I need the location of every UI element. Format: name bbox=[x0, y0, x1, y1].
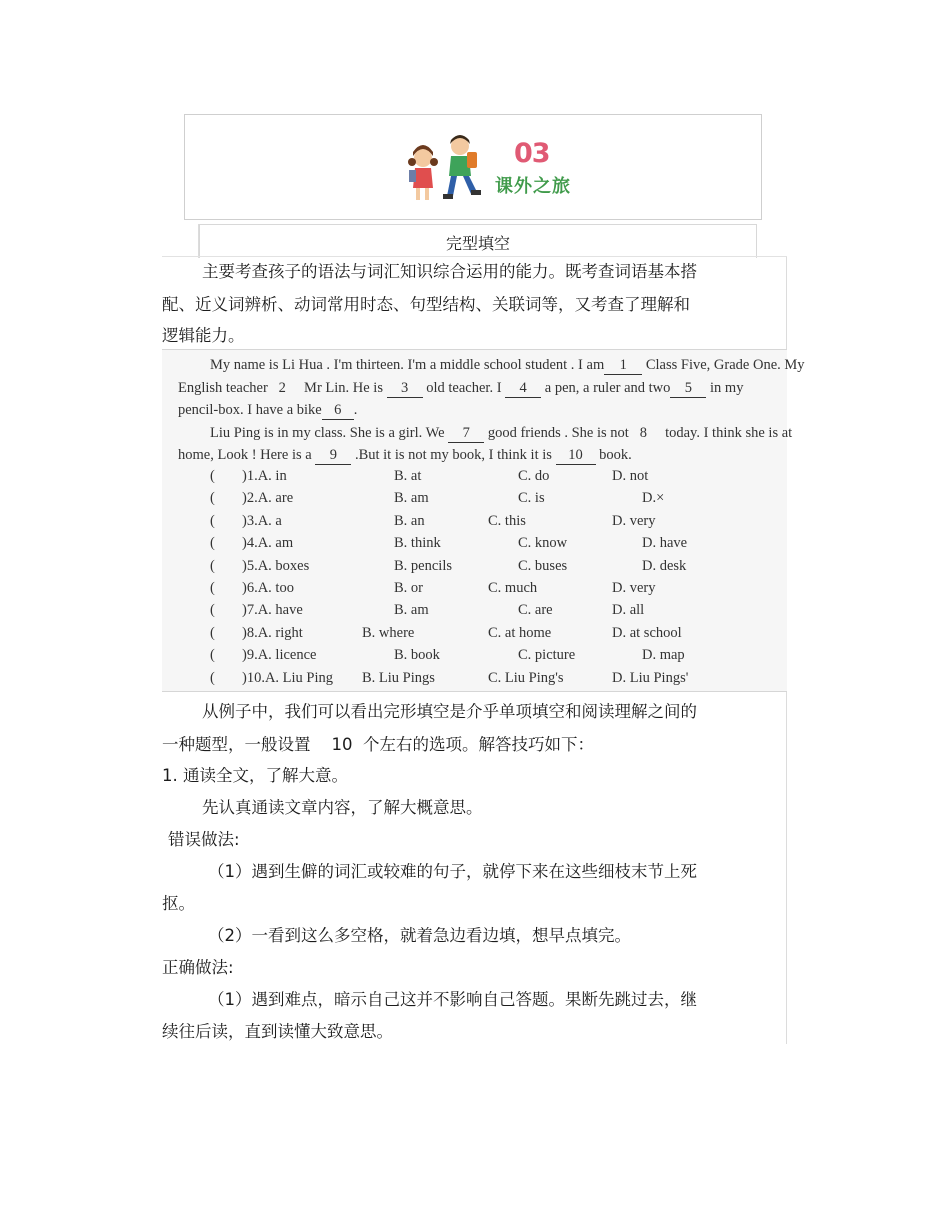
body-para: （2）一看到这么多空格，就着急边看边填，想早点填完。 bbox=[208, 926, 631, 945]
intro-line-1: 主要考查孩子的语法与词汇知识综合运用的能力。既考查词语基本搭 bbox=[202, 262, 697, 281]
question-option-a: )9.A. licence bbox=[242, 647, 317, 663]
question-option-c: C. is bbox=[518, 490, 545, 506]
body-para: 续往后读，直到读懂大致意思。 bbox=[162, 1022, 393, 1041]
exercise-image bbox=[162, 349, 805, 692]
kids-illustration bbox=[405, 132, 505, 204]
question-option-d: D. at school bbox=[612, 625, 682, 641]
passage-line: My name is Li Hua . I'm thirteen. I'm a middle school student . I am 1 Class Five, Grade One. My bbox=[210, 357, 805, 373]
question-option-a: )8.A. right bbox=[242, 625, 303, 641]
section-title-box bbox=[199, 224, 757, 258]
question-option-b: B. think bbox=[394, 535, 441, 551]
divider bbox=[786, 256, 787, 351]
blank-10: 10 bbox=[556, 446, 596, 465]
question-option-a: )5.A. boxes bbox=[242, 558, 310, 574]
blank-9: 9 bbox=[315, 446, 351, 465]
question-option-d: D. not bbox=[612, 468, 649, 484]
section-number: 03 bbox=[514, 138, 550, 169]
question-paren: ( bbox=[210, 647, 215, 663]
question-option-b: B. am bbox=[394, 602, 429, 618]
question-paren: ( bbox=[210, 535, 215, 551]
divider bbox=[198, 224, 199, 258]
body-para: （1）遇到生僻的词汇或较难的句子，就停下来在这些细枝末节上死 bbox=[208, 862, 697, 881]
blank-3: 3 bbox=[387, 379, 423, 398]
question-option-d: D.× bbox=[642, 490, 665, 506]
question-paren: ( bbox=[210, 490, 215, 506]
question-option-d: D. Liu Pings' bbox=[612, 670, 689, 686]
passage-line: pencil-box. I have a bike 6 . bbox=[178, 402, 358, 418]
intro-line-3: 逻辑能力。 bbox=[162, 326, 245, 345]
body-para: 一种题型，一般设置 10 个左右的选项。解答技巧如下： bbox=[162, 735, 594, 754]
blank-8: 8 bbox=[639, 425, 647, 441]
blank-1: 1 bbox=[604, 356, 642, 375]
question-option-b: B. am bbox=[394, 490, 429, 506]
question-paren: ( bbox=[210, 670, 215, 686]
body-heading: 正确做法: bbox=[162, 958, 234, 977]
question-option-c: C. know bbox=[518, 535, 568, 551]
body-para: 先认真通读文章内容，了解大概意思。 bbox=[202, 798, 483, 817]
section-title: 完型填空 bbox=[445, 234, 510, 253]
blank-2: 2 bbox=[278, 380, 286, 396]
question-option-a: )7.A. have bbox=[242, 602, 303, 618]
question-option-a: )1.A. in bbox=[242, 468, 287, 484]
question-option-b: B. Liu Pings bbox=[362, 670, 435, 686]
divider bbox=[162, 256, 787, 257]
passage-line: English teacher 2 Mr Lin. He is 3 old teacher. I 4 a pen, a ruler and two 5 in my bbox=[178, 380, 744, 396]
question-option-b: B. or bbox=[394, 580, 423, 596]
body-para: 抠。 bbox=[162, 894, 195, 913]
question-option-d: D. desk bbox=[642, 558, 687, 574]
question-option-b: B. book bbox=[394, 647, 440, 663]
question-option-d: D. map bbox=[642, 647, 685, 663]
question-option-a: )4.A. am bbox=[242, 535, 294, 551]
question-option-a: )2.A. are bbox=[242, 490, 294, 506]
blank-4: 4 bbox=[505, 379, 541, 398]
question-paren: ( bbox=[210, 558, 215, 574]
question-option-c: C. picture bbox=[518, 647, 576, 663]
question-option-d: D. very bbox=[612, 580, 656, 596]
intro-line-2: 配、近义词辨析、动词常用时态、句型结构、关联词等，又考查了理解和 bbox=[162, 295, 690, 314]
section-subtitle: 课外之旅 bbox=[495, 176, 571, 197]
question-option-c: C. much bbox=[488, 580, 538, 596]
question-option-a: )10.A. Liu Ping bbox=[242, 670, 334, 686]
question-option-b: B. pencils bbox=[394, 558, 452, 574]
passage-line: home, Look ! Here is a 9 .But it is not my book, I think it is 10 book. bbox=[178, 447, 632, 463]
question-option-c: C. are bbox=[518, 602, 553, 618]
blank-5: 5 bbox=[670, 379, 706, 398]
divider bbox=[786, 692, 787, 1044]
body-para: 从例子中，我们可以看出完形填空是介乎单项填空和阅读理解之间的 bbox=[202, 702, 697, 721]
question-option-b: B. at bbox=[394, 468, 422, 484]
question-paren: ( bbox=[210, 580, 215, 596]
blank-6: 6 bbox=[322, 401, 354, 420]
question-option-a: )6.A. too bbox=[242, 580, 294, 596]
question-paren: ( bbox=[210, 468, 215, 484]
question-paren: ( bbox=[210, 625, 215, 641]
question-option-d: D. have bbox=[642, 535, 688, 551]
question-option-a: )3.A. a bbox=[242, 513, 282, 529]
question-option-c: C. do bbox=[518, 468, 550, 484]
question-paren: ( bbox=[210, 602, 215, 618]
question-option-c: C. Liu Ping's bbox=[488, 670, 564, 686]
question-option-c: C. at home bbox=[488, 625, 552, 641]
question-option-b: B. an bbox=[394, 513, 425, 529]
body-para: （1）遇到难点，暗示自己这并不影响自己答题。果断先跳过去，继 bbox=[208, 990, 697, 1009]
question-option-c: C. buses bbox=[518, 558, 568, 574]
question-paren: ( bbox=[210, 513, 215, 529]
blank-7: 7 bbox=[448, 424, 484, 443]
passage-line: Liu Ping is in my class. She is a girl. We 7 good friends . She is not 8 today. I think she is at bbox=[210, 425, 793, 441]
question-option-d: D. very bbox=[612, 513, 656, 529]
body-heading: 错误做法: bbox=[168, 830, 240, 849]
body-heading: 1. 通读全文，了解大意。 bbox=[162, 766, 348, 785]
question-option-c: C. this bbox=[488, 513, 526, 529]
question-option-d: D. all bbox=[612, 602, 645, 618]
question-option-b: B. where bbox=[362, 625, 415, 641]
